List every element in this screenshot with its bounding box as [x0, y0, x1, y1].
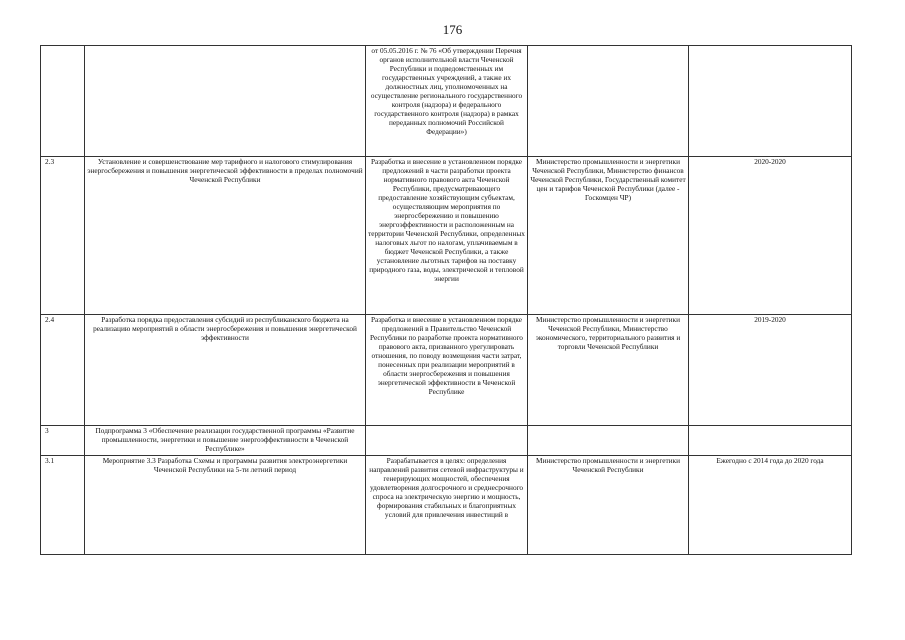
row-name-cell: Мероприятие 3.3 Разработка Схемы и программы развития электроэнергетики Чеченской Республики на 5-ти летний период	[85, 456, 366, 555]
measures-table	[40, 45, 852, 555]
row-number-cell: 2.3	[41, 157, 85, 315]
row-period-cell: Ежегодно с 2014 года до 2020 года	[689, 456, 852, 555]
row-period-cell	[689, 46, 852, 157]
table-row	[41, 426, 852, 456]
table-row	[41, 46, 852, 157]
row-executor-cell	[528, 46, 689, 157]
row-description-cell: Разрабатывается в целях: определения направлений развития сетевой инфраструктуры и генерирующих мощностей, обеспечения удовлетворения долгосрочного и среднесрочного спроса на электрическую энергию и мощность, формирования стабильных и благоприятных условий для привлечения инвестиций в	[366, 456, 528, 555]
row-number-cell	[41, 46, 85, 157]
row-executor-cell: Министерство промышленности и энергетики Чеченской Республики, Министерство экономического, территориального развития и торговли Чеченской Республики	[528, 315, 689, 426]
row-name-cell: Подпрограмма 3 «Обеспечение реализации государственной программы «Развитие промышленности, энергетики и повышение энергоэффективности в Чеченской Республике»	[85, 426, 366, 456]
row-period-cell: 2019-2020	[689, 315, 852, 426]
row-name-cell: Установление и совершенствование мер тарифного и налогового стимулирования энергосбережения и повышения энергетической эффективности в пределах полномочий Чеченской Республики	[85, 157, 366, 315]
table-row	[41, 157, 852, 315]
row-executor-cell: Министерство промышленности и энергетики Чеченской Республики	[528, 456, 689, 555]
row-period-cell: 2020-2020	[689, 157, 852, 315]
row-period-cell	[689, 426, 852, 456]
page-number: 176	[442, 22, 463, 37]
row-executor-cell	[528, 426, 689, 456]
row-name-cell	[85, 46, 366, 157]
table-row	[41, 315, 852, 426]
row-executor-cell: Министерство промышленности и энергетики Чеченской Республики, Министерство финансов Чеченской Республики, Государственный комитет цен и тарифов Чеченской Республики (далее - Госкомцен ЧР)	[528, 157, 689, 315]
table-row	[41, 456, 852, 555]
row-description-cell	[366, 426, 528, 456]
row-description-cell: от 05.05.2016 г. № 76 «Об утверждении Перечня органов исполнительной власти Чеченской Республики и подведомственных им государственных учреждений, а также их должностных лиц, уполномоченных на осуществление регионального государственного контроля (надзора) и федерального государственного контроля (надзора) в рамках переданных полномочий Российской Федерации»)	[366, 46, 528, 157]
row-number-cell: 3.1	[41, 456, 85, 555]
row-number-cell: 2.4	[41, 315, 85, 426]
row-description-cell: Разработка и внесение в установленном порядке предложений в части разработки проекта нормативного правового акта Чеченской Республики, предусматривающего предоставление хозяйствующим субъектам, осуществляющим мероприятия по энергосбережению и повышению энергоэффективности и расположенным на территории Чеченской Республики, определенных налоговых льгот по налогам, уплачиваемым в бюджет Чеченской Республики, а также установление льготных тарифов на поставку природного газа, воды, электрической и тепловой энергии	[366, 157, 528, 315]
row-description-cell: Разработка и внесение в установленном порядке предложений в Правительство Чеченской Республики по разработке проекта нормативного правового акта, призванного урегулировать отношения, по поводу возмещения части затрат, понесенных при реализации мероприятий в области энергосбережения и повышения энергетической эффективности в Чеченской Республике	[366, 315, 528, 426]
row-number-cell: 3	[41, 426, 85, 456]
row-name-cell: Разработка порядка предоставления субсидий из республиканского бюджета на реализацию мероприятий в области энергосбережения и повышения энергетической эффективности	[85, 315, 366, 426]
